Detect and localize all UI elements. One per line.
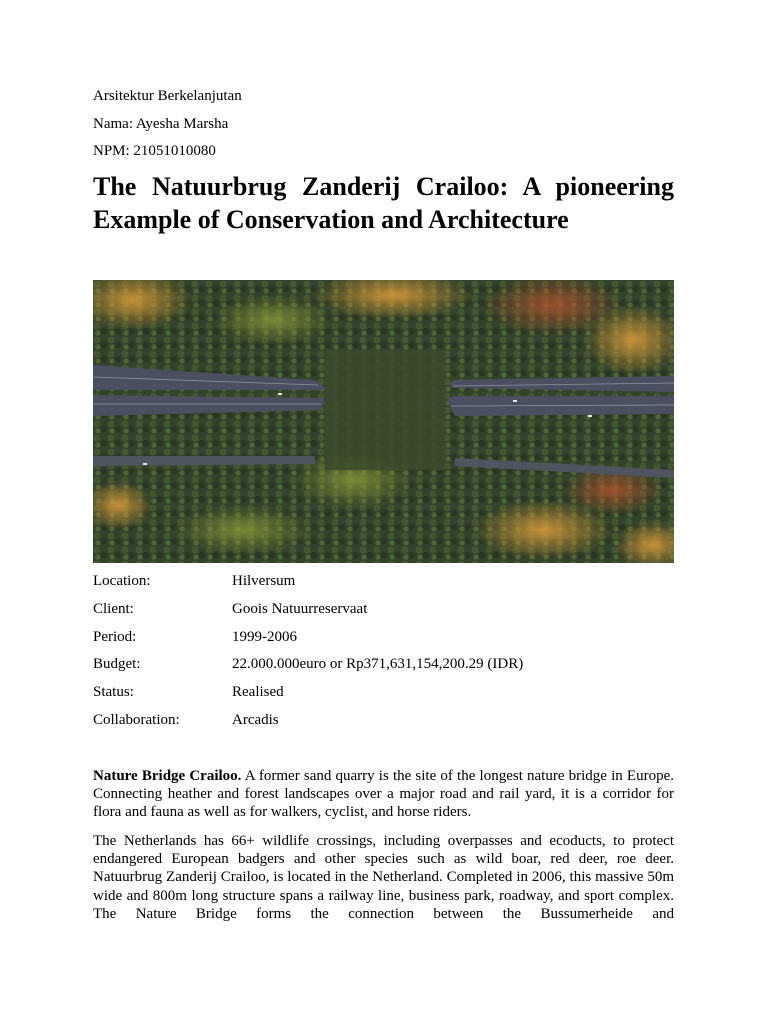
fact-label: Budget:: [93, 656, 141, 673]
fact-label: Location:: [93, 573, 151, 589]
project-facts: [93, 572, 674, 739]
fact-value: Hilversum: [232, 573, 296, 589]
student-npm: NPM: 21051010080: [93, 143, 216, 159]
fact-label: Status:: [93, 684, 134, 701]
fact-value: Goois Natuurreservaat: [232, 600, 368, 617]
fact-row: [93, 628, 674, 656]
paragraph-lead: Nature Bridge Crailoo.: [93, 768, 242, 784]
fact-label: Collaboration:: [93, 711, 180, 728]
paragraph-body: A former sand quarry is the site of the longest nature bridge in Europe. Connecting heather and forest landscapes over a major road and rail yard, it is a corridor for flora and fauna as well as for walkers, cyclist, and horse riders.: [93, 768, 674, 821]
body-paragraph: The Netherlands has 66+ wildlife crossings, including overpasses and ecoducts, to protect endangered European badgers and other species such as wild boar, red deer, roe deer. Natuurbrug Zanderij Crailoo, is located in the Netherland. Completed in 2006, this massive 50m wide and 800m long structure spans a railway line, business park, roadway, and sport complex. The Nature Bridge forms the connection between the Bussumerheide and: [93, 833, 674, 922]
fact-row: [93, 600, 674, 628]
fact-value: Arcadis: [232, 711, 279, 728]
fact-value: Realised: [232, 684, 284, 701]
fact-row: [93, 711, 674, 739]
fact-label: Period:: [93, 628, 137, 645]
bridge-aerial-photo: [93, 280, 674, 563]
intro-paragraph: [93, 767, 674, 822]
fact-value: 22.000.000euro or Rp371,631,154,200.29 (IDR): [232, 656, 524, 673]
fact-row: [93, 683, 674, 711]
student-name: Nama: Ayesha Marsha: [93, 116, 229, 132]
fact-row: [93, 655, 674, 683]
course-name: Arsitektur Berkelanjutan: [93, 88, 242, 104]
fact-label: Client:: [93, 600, 134, 617]
page-title: The Natuurbrug Zanderij Crailoo: A pioneering Example of Conservation and Architecture: [93, 172, 674, 234]
fact-row: [93, 572, 674, 600]
fact-value: 1999-2006: [232, 628, 297, 645]
